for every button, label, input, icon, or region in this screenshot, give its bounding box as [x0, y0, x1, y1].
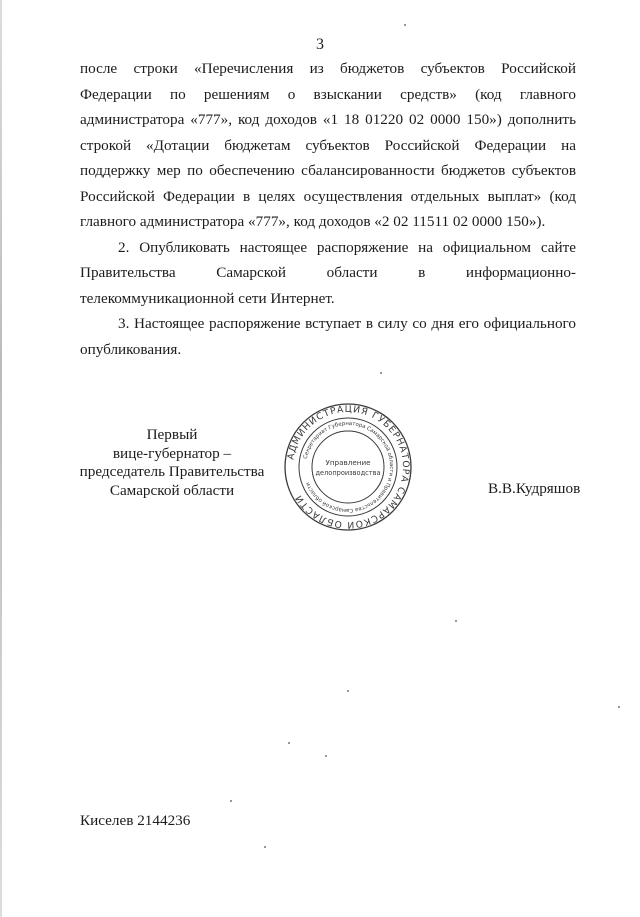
paragraph-amendment: после строки «Перечисления из бюджетов субъектов Российской Федерации по решениям о взыскании средств» (код главного администратора «777», код доходов «1 18 01220 02 0000 150») дополнить строкой «Дотации бюджетам субъектов Российской Федерации на поддержку мер по обеспечению сбалансированности бюджетов субъектов Российской Федерации в целях осуществления отдельных выплат» (код главного администратора «777», код доходов «2 02 11511 02 0000 150»).: [80, 60, 576, 230]
signatory-name: В.В.Кудряшов: [488, 480, 581, 497]
signatory-title: [72, 426, 272, 500]
seal-inner-text: Секретариат Губернатора Самарской области и Правительства Самарской области: [302, 420, 395, 514]
paragraph-publish: 2. Опубликовать настоящее распоряжение на официальном сайте Правительства Самарской области в информационно-телекоммуникационной сети Интернет.: [80, 238, 576, 307]
seal-center-line: делопроизводства: [315, 469, 381, 477]
signatory-title-line: вице-губернатор –: [112, 444, 232, 462]
signatory-title-line: Первый: [146, 426, 198, 443]
signatory-title-line: Самарской области: [109, 481, 235, 499]
scan-speck: [618, 706, 620, 708]
paragraph-effective: 3. Настоящее распоряжение вступает в силу со дня его официального опубликования.: [80, 315, 576, 358]
official-seal-stamp: [283, 402, 413, 532]
scan-edge: [0, 0, 2, 917]
signatory-title-line: председатель Правительства: [79, 463, 265, 480]
scan-speck: [404, 24, 406, 26]
scan-speck: [455, 620, 457, 622]
scan-speck: [347, 690, 349, 692]
scan-speck: [380, 372, 382, 374]
scan-speck: [288, 742, 290, 744]
executor-note: Киселев 2144236: [80, 812, 191, 829]
scan-speck: [325, 755, 327, 757]
seal-outer-text: АДМИНИСТРАЦИЯ ГУБЕРНАТОРА САМАРСКОЙ ОБЛАСТИ: [285, 403, 412, 531]
seal-center-line: Управление: [325, 458, 371, 467]
scan-speck: [230, 800, 232, 802]
page-number: 3: [316, 36, 324, 53]
document-body: [80, 56, 576, 362]
scan-speck: [264, 846, 266, 848]
